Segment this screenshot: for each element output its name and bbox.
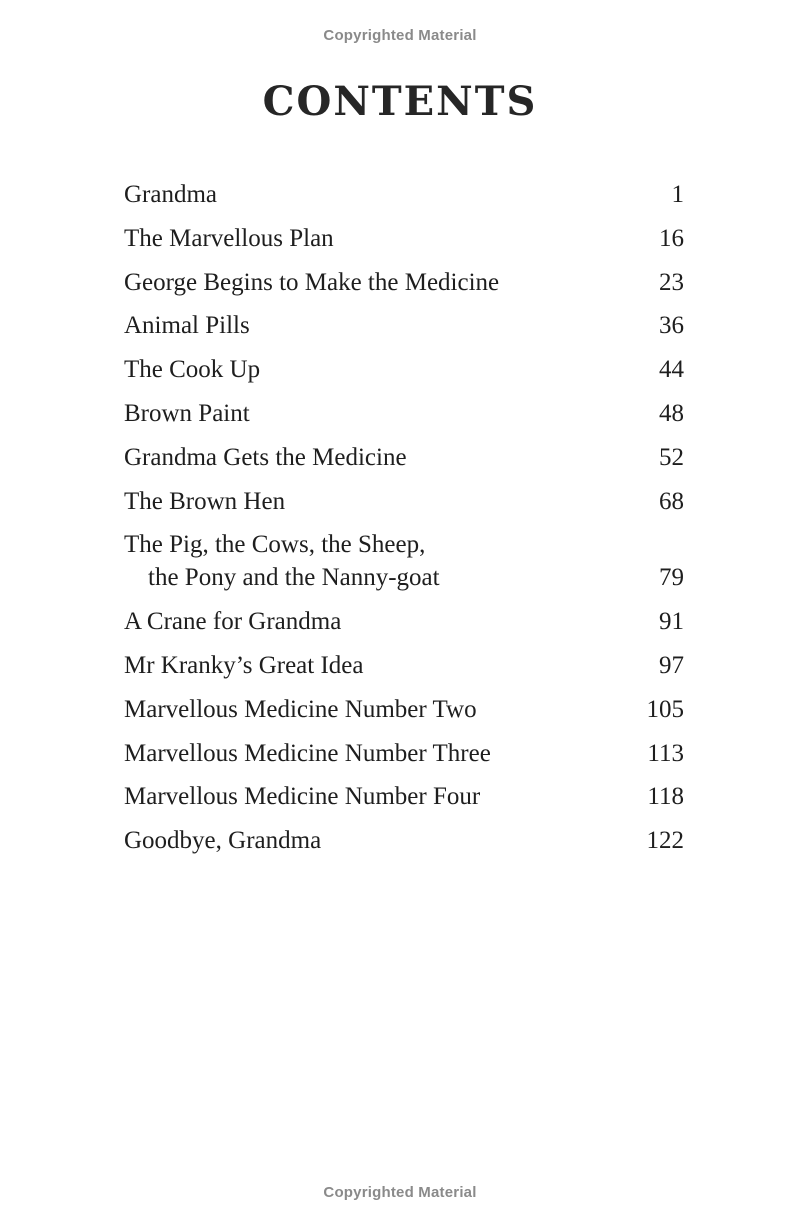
page-number: 16 (659, 224, 684, 252)
toc-entry[interactable] (124, 222, 684, 255)
page-number: 23 (659, 268, 684, 296)
page-number: 36 (659, 312, 684, 340)
chapter-title: Goodbye, Grandma (124, 827, 322, 855)
toc-entry[interactable] (124, 485, 684, 518)
page-number: 68 (659, 487, 684, 515)
page-number: 113 (647, 739, 684, 767)
chapter-title (124, 528, 624, 594)
page-number: 1 (671, 181, 684, 208)
chapter-title: The Brown Hen (124, 487, 286, 515)
page-number: 118 (647, 783, 684, 811)
chapter-title: Animal Pills (124, 312, 250, 340)
chapter-title-line-1: The Pig, the Cows, the Sheep, (124, 531, 426, 559)
toc-entry[interactable] (124, 824, 684, 857)
toc-entry[interactable] (124, 649, 684, 682)
chapter-title: Marvellous Medicine Number Four (124, 783, 481, 811)
toc-entry[interactable] (124, 178, 684, 211)
page-number: 52 (659, 443, 684, 471)
page-number: 48 (659, 399, 684, 427)
toc-entry[interactable] (124, 397, 684, 430)
toc-entry[interactable] (124, 780, 684, 813)
chapter-title: The Cook Up (124, 356, 261, 384)
toc-entry[interactable] (124, 605, 684, 638)
page-number: 44 (659, 356, 684, 384)
page-number: 105 (646, 695, 684, 723)
chapter-title: The Marvellous Plan (124, 224, 334, 252)
chapter-title: Marvellous Medicine Number Three (124, 739, 491, 767)
toc-entry[interactable] (124, 441, 684, 474)
page-number: 79 (659, 564, 684, 592)
copyright-watermark-top: Copyrighted Material (323, 27, 477, 44)
page-number: 91 (659, 608, 684, 636)
chapter-title: Grandma Gets the Medicine (124, 443, 407, 471)
toc-entry[interactable] (124, 528, 684, 594)
toc-entry[interactable] (124, 693, 684, 726)
toc-entry[interactable] (124, 266, 684, 299)
toc-entry[interactable] (124, 309, 684, 342)
chapter-title: Grandma (124, 181, 218, 208)
toc-entry[interactable] (124, 353, 684, 386)
chapter-title: George Begins to Make the Medicine (124, 268, 500, 296)
page-title: CONTENTS (262, 78, 538, 125)
chapter-title: A Crane for Grandma (124, 608, 342, 636)
table-of-contents (124, 178, 684, 868)
toc-entry[interactable] (124, 737, 684, 770)
copyright-watermark-bottom: Copyrighted Material (323, 1184, 477, 1201)
page-number: 122 (646, 827, 684, 855)
chapter-title-line-2: the Pony and the Nanny-goat (148, 564, 440, 592)
chapter-title: Brown Paint (124, 399, 250, 427)
page-number: 97 (659, 651, 684, 679)
chapter-title: Mr Kranky’s Great Idea (124, 651, 364, 679)
chapter-title: Marvellous Medicine Number Two (124, 695, 477, 723)
